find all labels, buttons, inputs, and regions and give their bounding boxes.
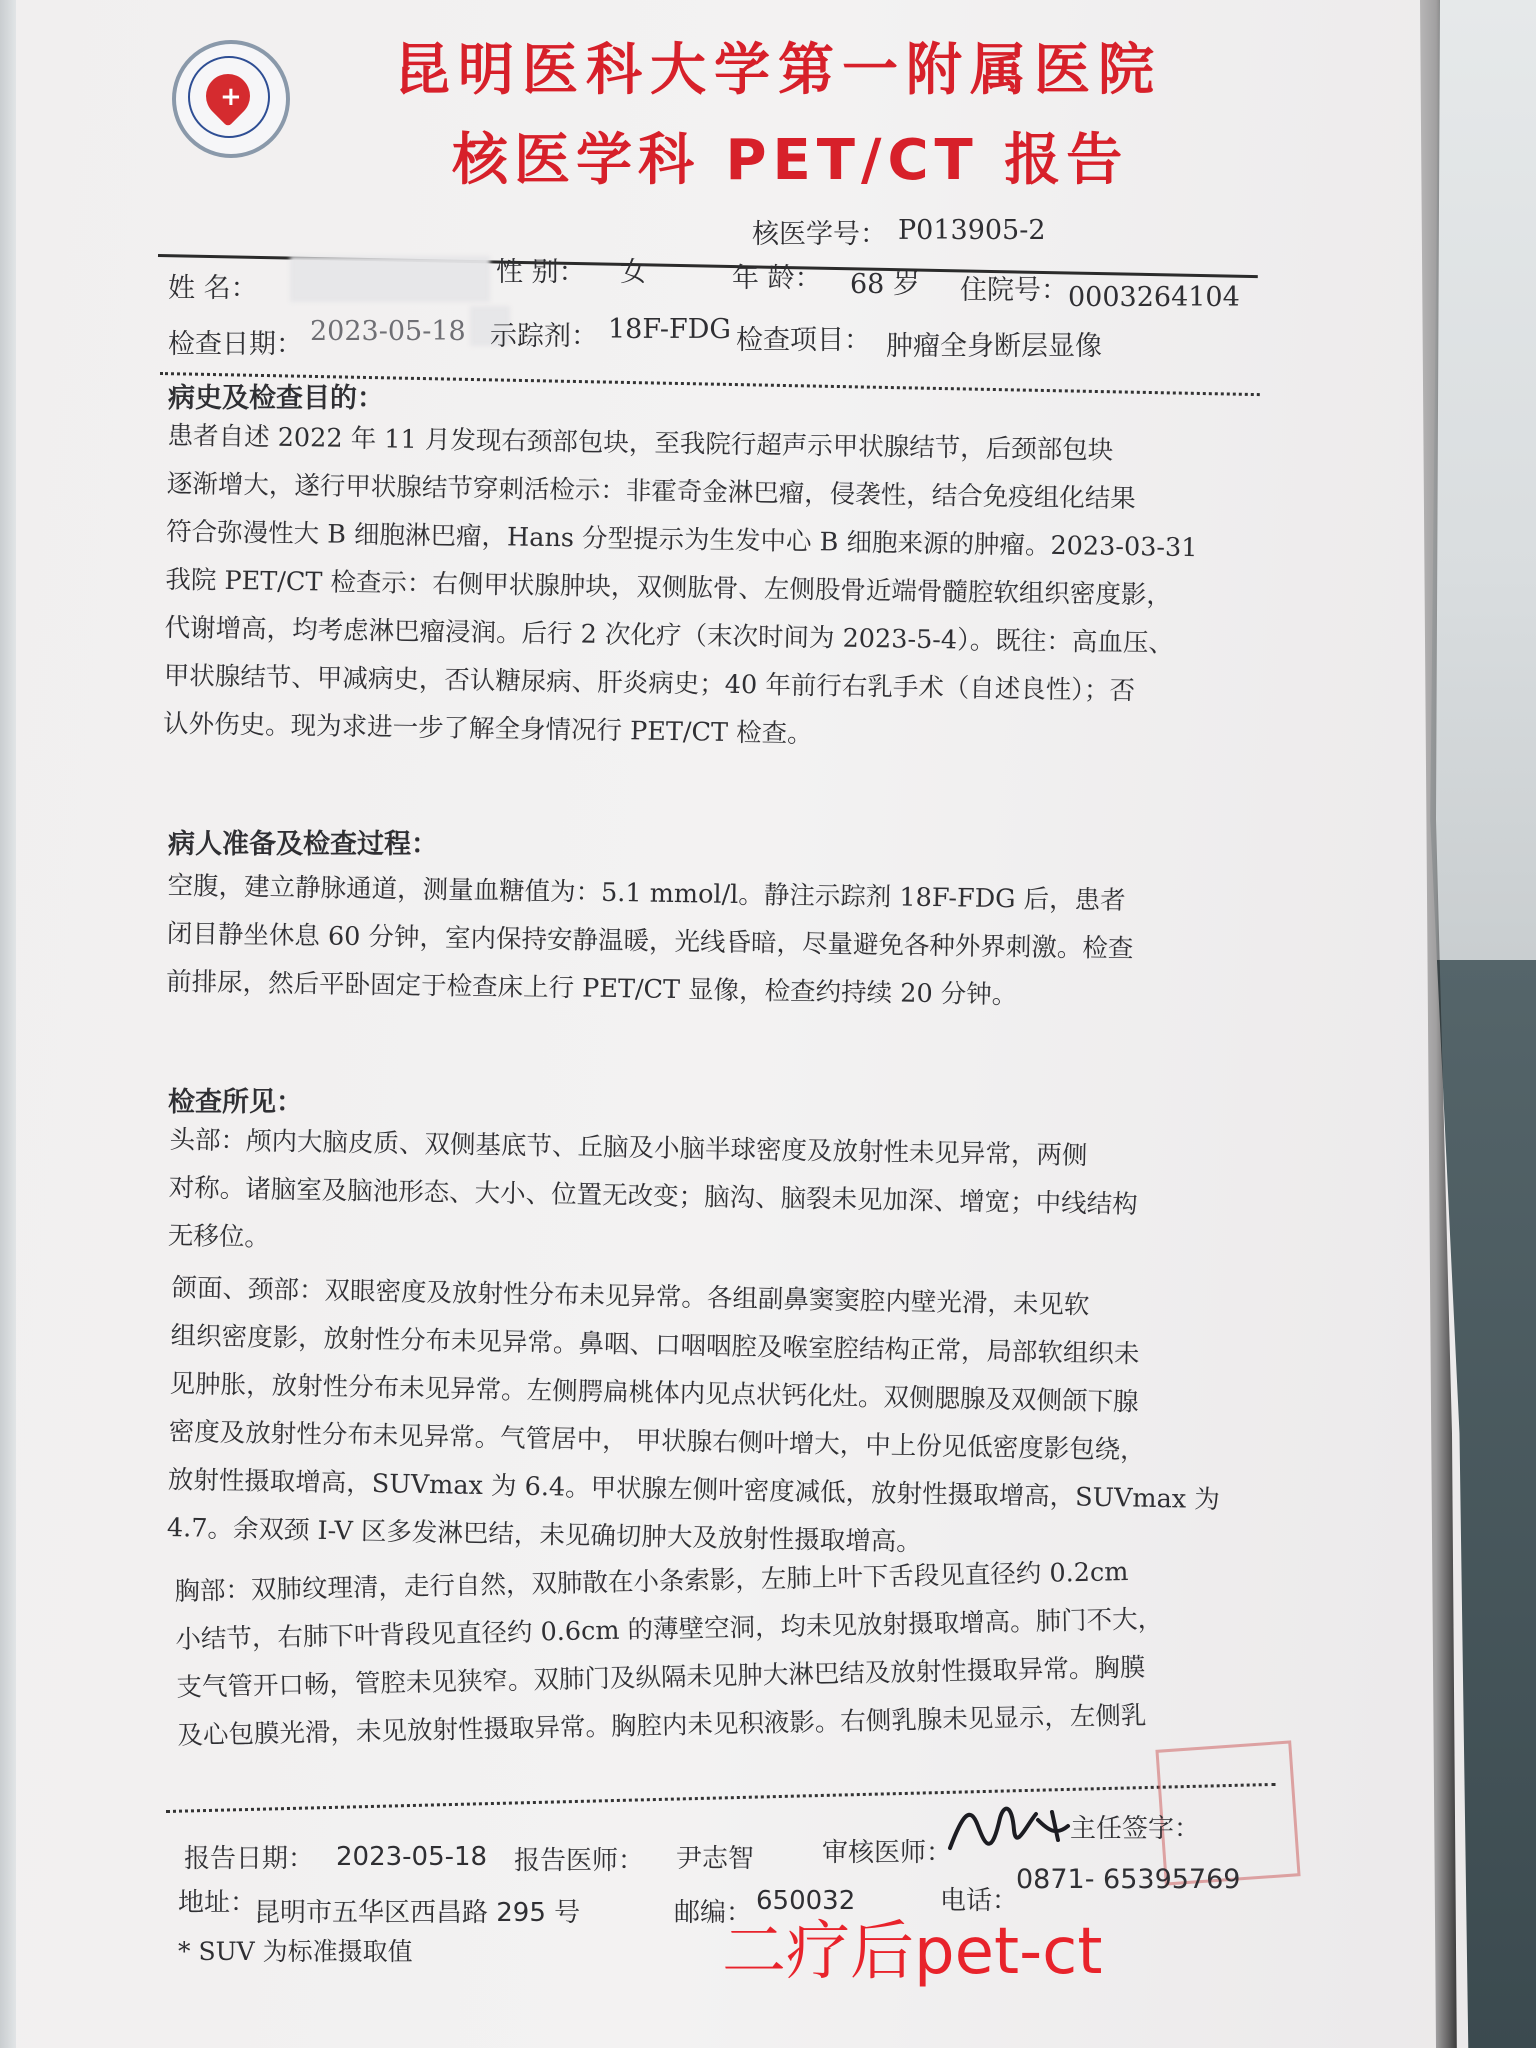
report-date-label: 报告日期：	[184, 1844, 315, 1874]
reviewer-label: 审核医师：	[822, 1838, 953, 1868]
age-value: 68 岁	[850, 269, 920, 300]
findings-line: 头部：颅内大脑皮质、双侧基底节、丘脑及小脑半球密度及放射性未见异常，两侧	[169, 1124, 1088, 1172]
preparation-line: 空腹，建立静脉通道，测量血糖值为：5.1 mmol/l。静注示踪剂 18F-FDG 后，患者	[167, 870, 1126, 917]
findings-line: 及心包膜光滑，未见放射性摄取异常。胸腔内未见积液影。右侧乳腺未见显示，左侧乳	[177, 1700, 1147, 1751]
findings-line: 密度及放射性分布未见异常。气管居中， 甲状腺右侧叶增大，中上份见低密度影包绕，	[168, 1416, 1146, 1466]
age-label: 年 龄：	[732, 263, 822, 294]
history-line: 符合弥漫性大 B 细胞淋巴瘤，Hans 分型提示为生发中心 B 细胞来源的肿瘤。2023-03-31	[165, 516, 1198, 564]
exam-date-label: 检查日期：	[168, 329, 303, 360]
report-date-value: 2023-05-18	[336, 1842, 488, 1872]
history-line: 逐渐增大，遂行甲状腺结节穿刺活检示：非霍奇金淋巴瘤，侵袭性，结合免疫组化结果	[166, 468, 1137, 515]
nm-no-value: P013905-2	[898, 215, 1046, 246]
preparation-heading: 病人准备及检查过程：	[168, 829, 438, 860]
findings-line: 放射性摄取增高，SUVmax 为 6.4。甲状腺左侧叶密度减低，放射性摄取增高，SUVmax 为	[167, 1464, 1221, 1516]
history-line: 我院 PET/CT 检查示：右侧甲状腺肿块，双侧肱骨、左侧股骨近端骨髓腔软组织密度影，	[165, 564, 1173, 611]
findings-chest-text	[174, 1547, 1166, 1760]
inpatient-no-value: 0003264104	[1068, 282, 1240, 313]
history-line: 代谢增高，均考虑淋巴瘤浸润。后行 2 次化疗（末次时间为 2023-5-4）。既往：高血压、	[164, 612, 1175, 659]
findings-line: 4.7。余双颈 I-V 区多发淋巴结，未见确切肿大及放射性摄取增高。	[166, 1512, 923, 1558]
findings-heading: 检查所见：	[168, 1087, 303, 1118]
hospital-name: 昆明医科大学第一附属医院	[394, 38, 1162, 103]
findings-line: 组织密度影，放射性分布未见异常。鼻咽、口咽咽腔及喉室腔结构正常，局部软组织未	[170, 1320, 1140, 1370]
redacted-name	[290, 256, 490, 302]
name-label: 姓 名：	[168, 273, 258, 304]
exam-item-label: 检查项目：	[736, 325, 871, 356]
postcode-label: 邮编：	[674, 1898, 753, 1928]
sex-label: 性 别：	[496, 257, 586, 288]
reporter-name: 尹志智	[676, 1844, 755, 1874]
tracer-value: 18F-FDG	[608, 314, 731, 345]
inpatient-no-label: 住院号：	[960, 275, 1068, 306]
tracer-label: 示踪剂：	[490, 321, 598, 352]
postcode-value: 650032	[756, 1886, 856, 1916]
preparation-text	[166, 862, 1135, 1021]
history-line: 患者自述 2022 年 11 月发现右颈部包块，至我院行超声示甲状腺结节，后颈部包块	[167, 420, 1114, 466]
address-label: 地址：	[178, 1888, 257, 1918]
findings-head-text	[167, 1116, 1138, 1277]
overlay-annotation: 二疗后pet-ct	[722, 1915, 1103, 1989]
preparation-line: 闭目静坐休息 60 分钟，室内保持安静温暖，光线昏暗，尽量避免各种外界刺激。检查	[166, 918, 1134, 965]
history-line: 认外伤史。现为求进一步了解全身情况行 PET/CT 检查。	[162, 708, 813, 750]
exam-item-value: 肿瘤全身断层显像	[886, 331, 1102, 362]
phone-value: 0871- 65395769	[1016, 1864, 1241, 1895]
report-title: 核医学科 PET/CT 报告	[452, 128, 1129, 193]
findings-line: 支气管开口畅，管腔未见狭窄。双肺门及纵隔未见肿大淋巴结及放射性摄取异常。胸膜	[176, 1652, 1146, 1703]
sex-value: 女	[620, 257, 647, 288]
cross-icon: +	[220, 82, 242, 112]
findings-line: 无移位。	[167, 1220, 271, 1253]
history-line: 甲状腺结节、甲减病史，否认糖尿病、肝炎病史；40 年前行右乳手术（自述良性）；否	[163, 660, 1136, 707]
nm-no-label: 核医学号：	[752, 219, 887, 250]
findings-neck-text	[166, 1264, 1223, 1572]
director-label: 主任签字：	[1070, 1814, 1201, 1844]
hospital-logo	[172, 40, 290, 158]
reviewer-signature	[940, 1796, 1090, 1858]
history-heading: 病史及检查目的：	[168, 383, 384, 414]
findings-line: 颌面、颈部：双眼密度及放射性分布未见异常。各组副鼻窦窦腔内壁光滑，未见软	[171, 1272, 1090, 1321]
exam-date-value: 2023-05-18	[310, 316, 466, 347]
findings-line: 胸部：双肺纹理清，走行自然，双肺散在小条索影，左肺上叶下舌段见直径约 0.2cm	[174, 1557, 1129, 1607]
findings-line: 对称。诸脑室及脑池形态、大小、位置无改变；脑沟、脑裂未见加深、增宽；中线结构	[168, 1172, 1138, 1220]
reporter-label: 报告医师：	[514, 1846, 645, 1876]
history-text	[163, 412, 1200, 764]
findings-line: 小结节，右肺下叶背段见直径约 0.6cm 的薄壁空洞，均未见放射摄取增高。肺门不大，	[175, 1604, 1164, 1655]
address-value: 昆明市五华区西昌路 295 号	[254, 1898, 581, 1928]
findings-line: 见肿胀，放射性分布未见异常。左侧腭扁桃体内见点状钙化灶。双侧腮腺及双侧颌下腺	[169, 1368, 1139, 1418]
phone-label: 电话：	[940, 1886, 1019, 1916]
preparation-line: 前排尿，然后平卧固定于检查床上行 PET/CT 显像，检查约持续 20 分钟。	[165, 966, 1018, 1011]
suv-note: * SUV 为标准摄取值	[178, 1937, 413, 1966]
